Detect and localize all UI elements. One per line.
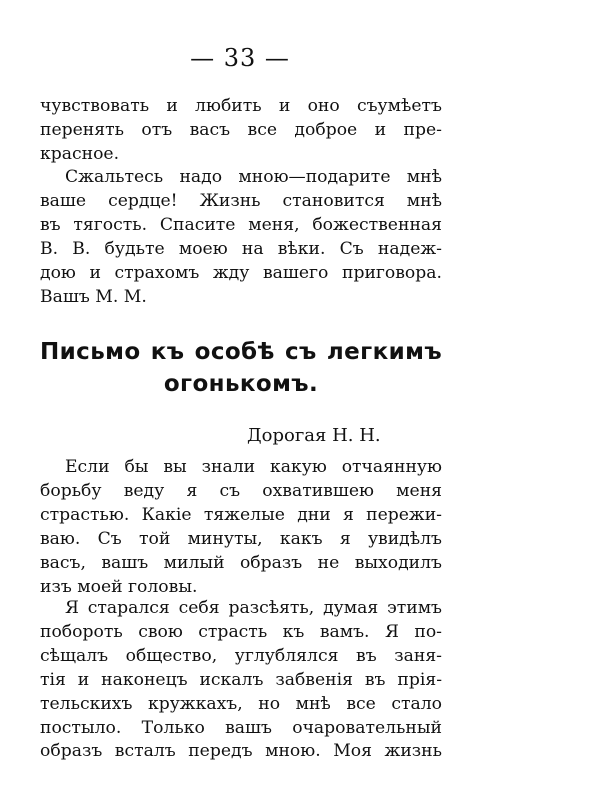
text-line: дою и страхомъ жду вашего приговора.: [40, 262, 442, 283]
text-line: постыло. Только вашъ очаровательный: [40, 717, 442, 738]
text-line: тельскихъ кружкахъ, но мнѣ все стало: [40, 693, 442, 714]
text-line: перенять отъ васъ все доброе и пре-: [40, 119, 442, 140]
paragraph-continuation: [40, 95, 442, 167]
text-line: Сжальтесь надо мною—подарите мнѣ: [65, 167, 442, 187]
letter-signature: Вашъ М. М.: [40, 286, 147, 307]
text-line: ваше сердце! Жизнь становится мнѣ: [40, 190, 442, 211]
text-line: борьбу веду я съ охватившею меня: [40, 480, 442, 501]
paragraph-confession: [40, 456, 442, 599]
text-line: образъ всталъ передъ мною. Моя жизнь: [40, 741, 442, 762]
text-line: васъ, вашъ милый образъ не выходилъ: [40, 552, 442, 573]
text-line: въ тягость. Спасите меня, божественная: [40, 214, 442, 235]
paragraph-struggle: [40, 597, 442, 764]
text-line: сѣщалъ общество, углублялся въ заня-: [40, 645, 442, 666]
text-line: тiя и наконецъ искалъ забвенiя въ прiя-: [40, 669, 442, 690]
text-line: В. В. будьте моею на вѣки. Съ надеж-: [40, 238, 442, 259]
text-line: побороть свою страсть къ вамъ. Я по-: [40, 621, 442, 642]
text-line: Если бы вы знали какую отчаянную: [65, 457, 442, 477]
text-line: Я старался себя разсѣять, думая этимъ: [65, 598, 442, 618]
text-line: изъ моей головы.: [40, 576, 198, 597]
text-line: ваю. Съ той минуты, какъ я увидѣлъ: [40, 528, 442, 549]
text-line: чувствовать и любить и оно съумѣетъ: [40, 96, 442, 116]
section-heading-line-1: Письмо къ особѣ съ легкимъ: [40, 339, 442, 365]
page-number: — 33 —: [190, 44, 290, 72]
text-line: страстью. Какiе тяжелые дни я пережи-: [40, 504, 442, 525]
text-line: красное.: [40, 143, 120, 164]
paragraph-plea: [40, 166, 442, 309]
letter-salutation: Дорогая Н. Н.: [247, 425, 381, 446]
section-heading-line-2: огонькомъ.: [163, 371, 319, 397]
